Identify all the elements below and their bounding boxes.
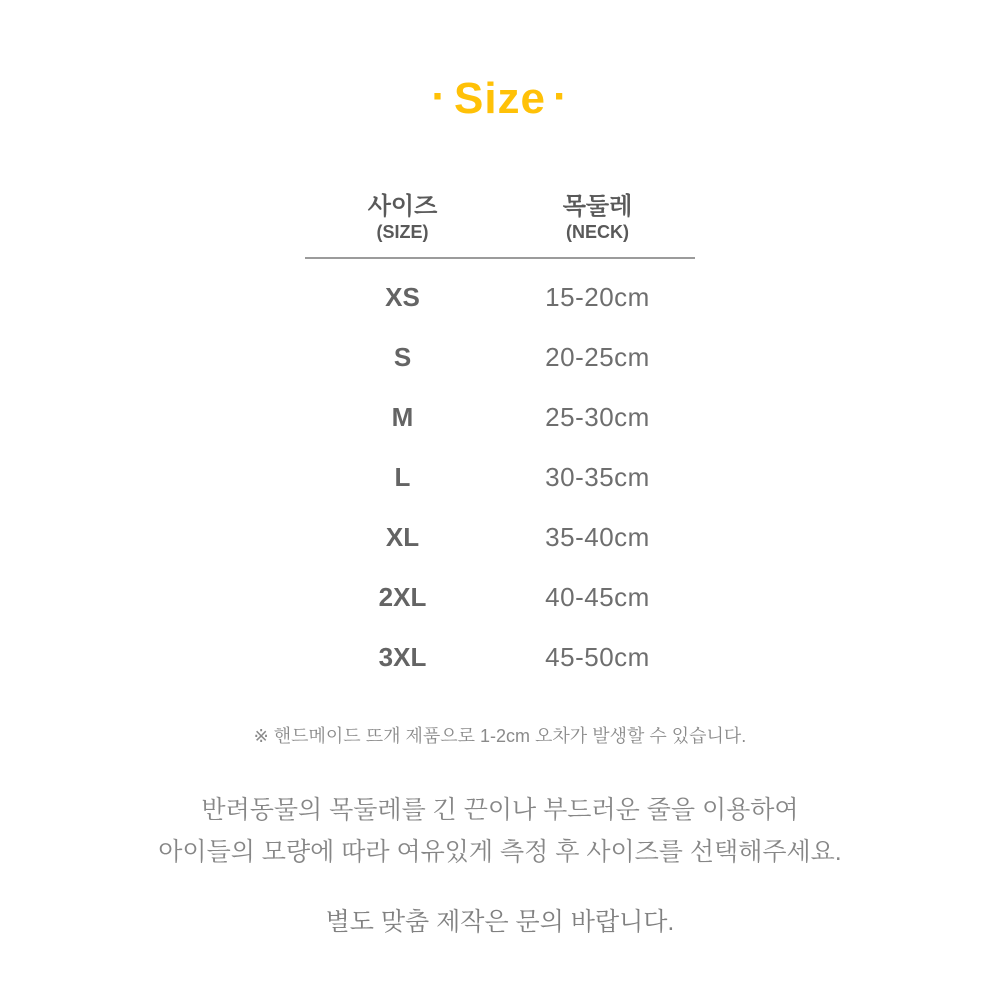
column-header-size-label: 사이즈 xyxy=(367,193,438,220)
table-row xyxy=(305,627,695,687)
column-header-neck xyxy=(500,193,695,243)
size-table-header xyxy=(305,193,695,243)
neck-cell: 40-45cm xyxy=(545,581,650,612)
neck-cell: 25-30cm xyxy=(545,401,650,432)
column-header-neck-label: 목둘레 xyxy=(562,193,633,220)
title-right-dot: · xyxy=(553,72,569,121)
measurement-instructions-line2: 아이들의 모량에 따라 여유있게 측정 후 사이즈를 선택해주세요. xyxy=(158,838,842,866)
measurement-instructions xyxy=(0,789,1000,873)
table-row xyxy=(305,447,695,507)
title-text: Size xyxy=(453,74,547,123)
size-cell: L xyxy=(394,461,411,492)
header-divider xyxy=(305,257,695,259)
table-row xyxy=(305,567,695,627)
column-header-neck-sublabel: (NECK) xyxy=(566,222,629,242)
neck-cell: 20-25cm xyxy=(545,341,650,372)
size-cell: 2XL xyxy=(378,581,427,612)
title-left-dot: · xyxy=(431,72,447,121)
table-row xyxy=(305,327,695,387)
table-row xyxy=(305,387,695,447)
table-row xyxy=(305,267,695,327)
size-cell: M xyxy=(391,401,414,432)
neck-cell: 30-35cm xyxy=(545,461,650,492)
size-table xyxy=(305,193,695,687)
page-title xyxy=(0,74,1000,124)
size-table-body xyxy=(305,267,695,687)
size-cell: 3XL xyxy=(378,641,427,672)
size-cell: S xyxy=(393,341,412,372)
size-cell: XL xyxy=(385,521,420,552)
size-cell: XS xyxy=(385,281,420,312)
table-row xyxy=(305,507,695,567)
neck-cell: 15-20cm xyxy=(545,281,650,312)
column-header-size-sublabel: (SIZE) xyxy=(376,222,429,242)
custom-order-notice: 별도 맞춤 제작은 문의 바랍니다. xyxy=(325,908,675,936)
neck-cell: 45-50cm xyxy=(545,641,650,672)
column-header-size xyxy=(305,193,500,243)
measurement-instructions-line1: 반려동물의 목둘레를 긴 끈이나 부드러운 줄을 이용하여 xyxy=(201,796,799,824)
neck-cell: 35-40cm xyxy=(545,521,650,552)
handmade-disclaimer-note: ※ 핸드메이드 뜨개 제품으로 1-2cm 오차가 발생할 수 있습니다. xyxy=(253,726,747,746)
